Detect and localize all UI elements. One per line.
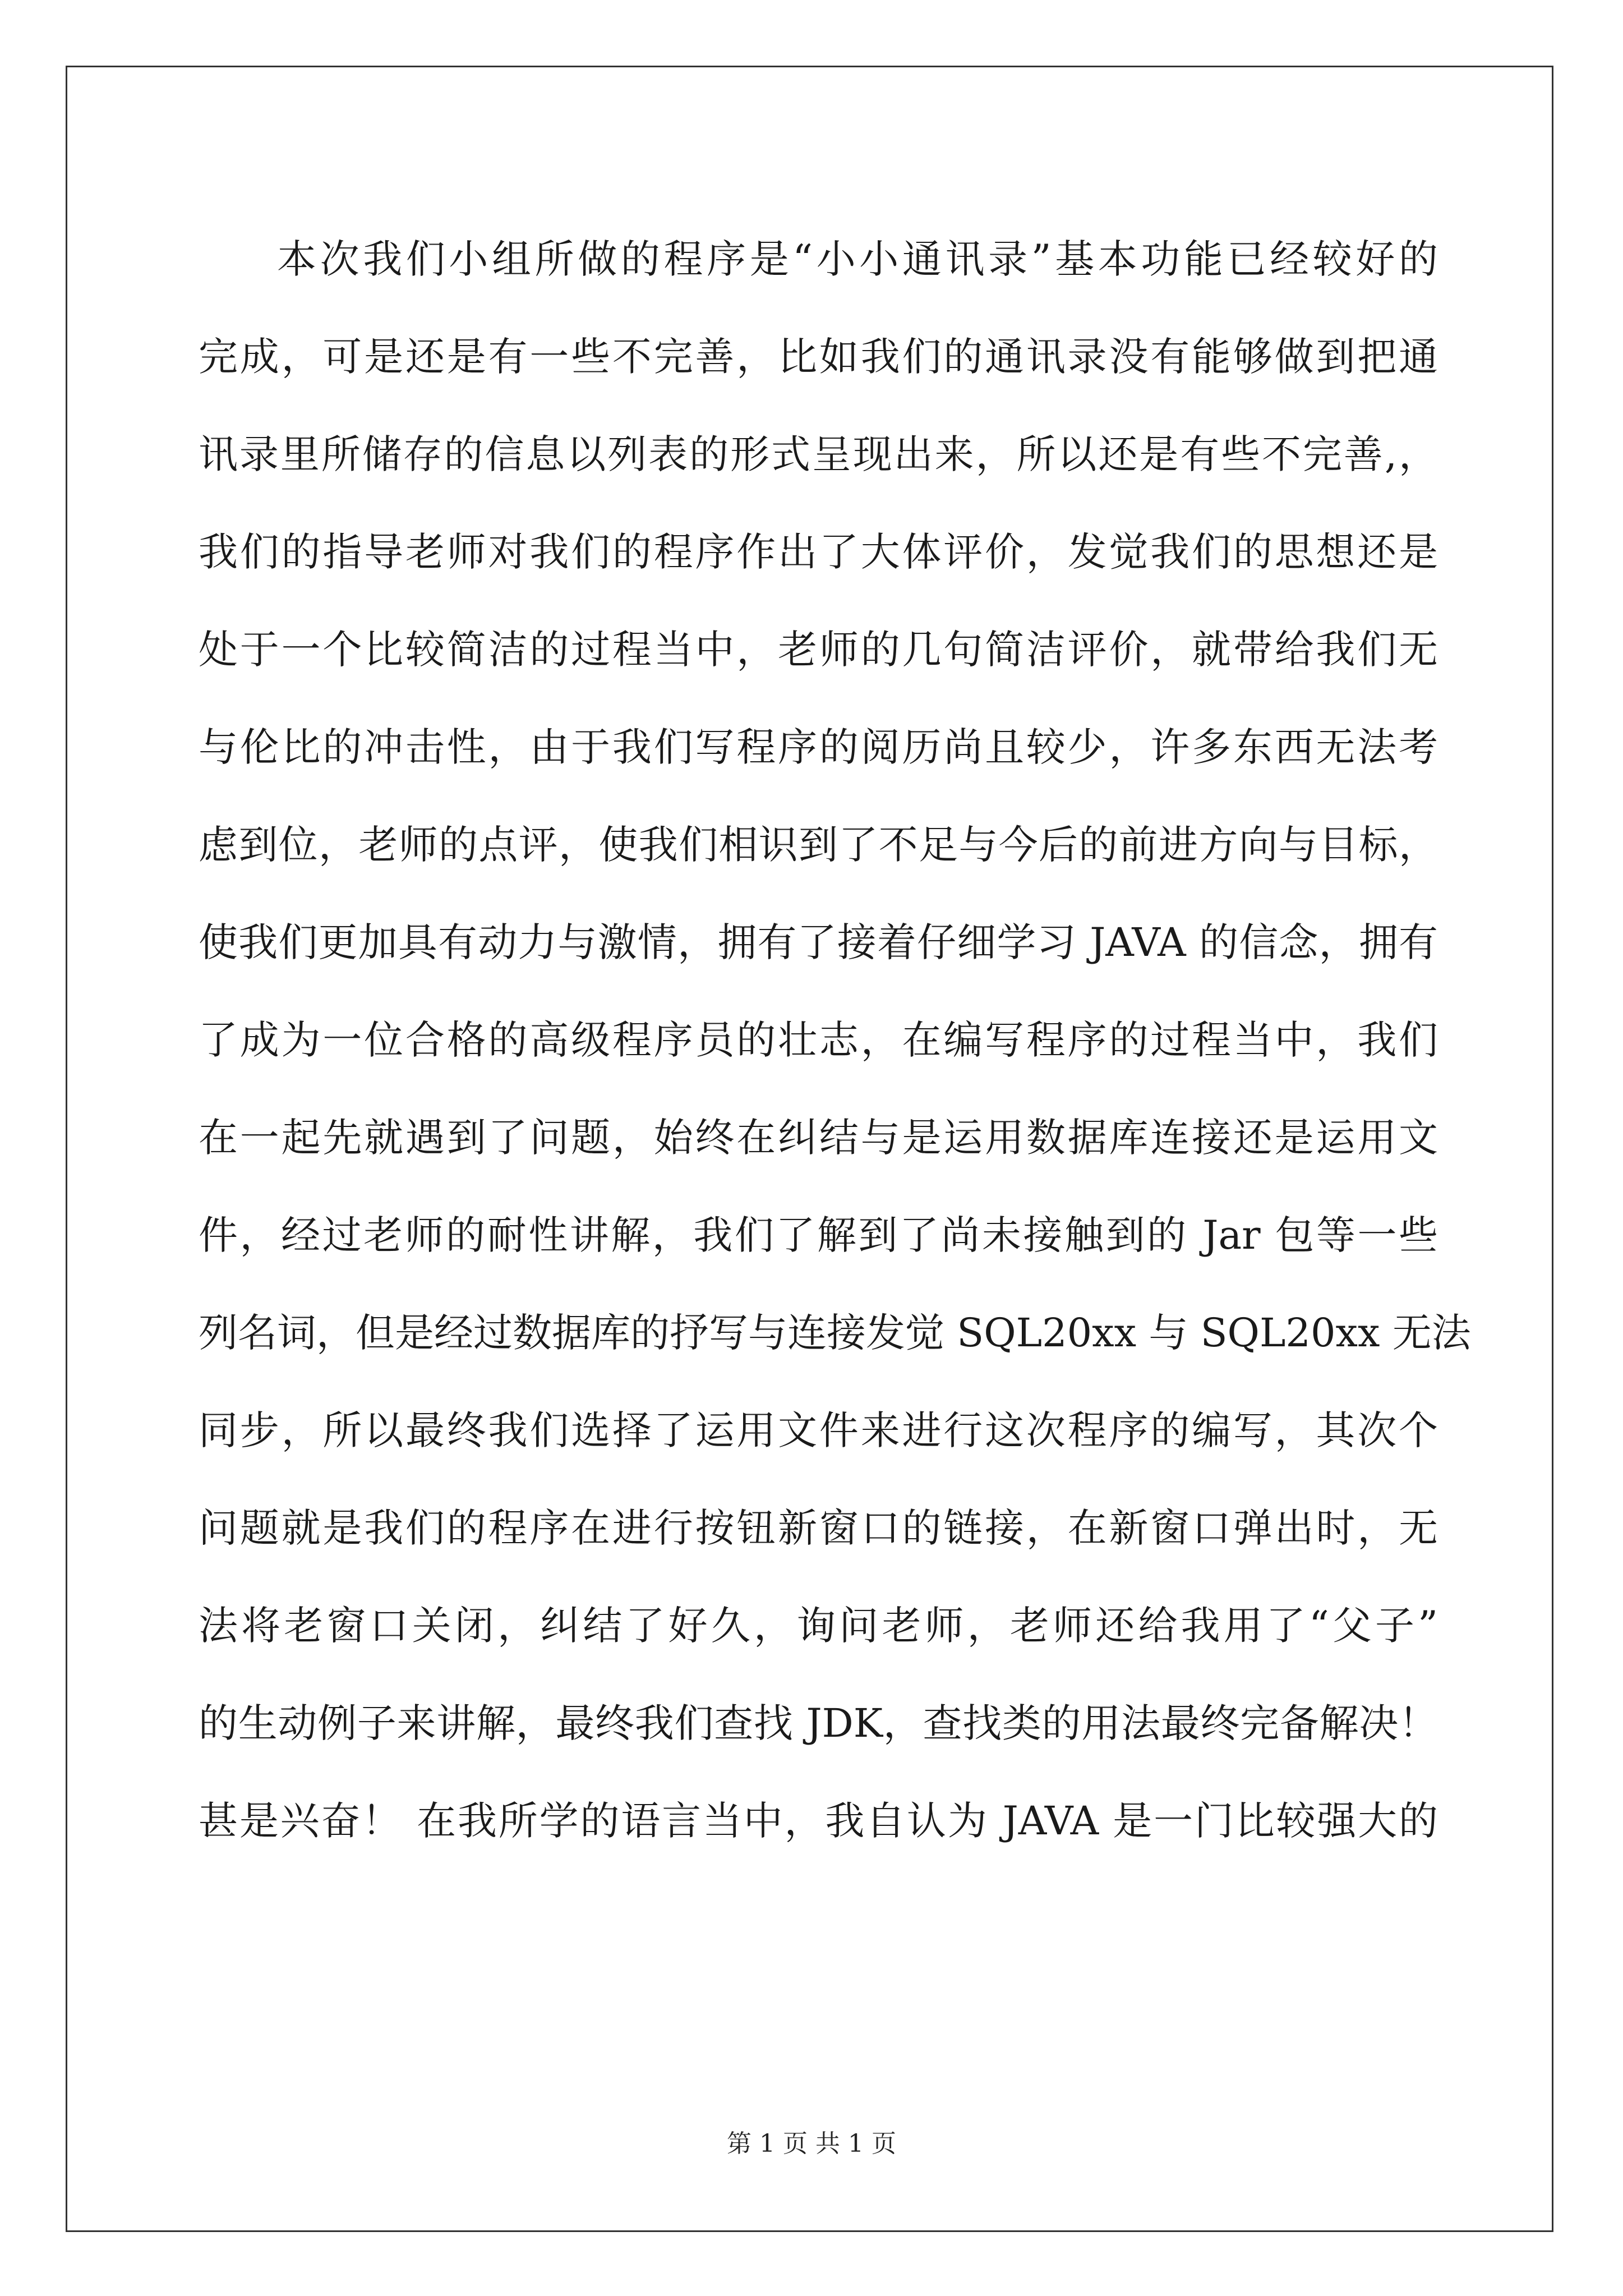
text-line: 虑到位，老师的点评，使我们相识到了不足与今后的前进方向与目标，: [199, 822, 1438, 868]
text-line: 问题就是我们的程序在进行按钮新窗口的链接，在新窗口弹出时，无: [199, 1505, 1438, 1551]
text-line: 我们的指导老师对我们的程序作出了大体评价，发觉我们的思想还是: [199, 529, 1438, 575]
text-line: 甚是兴奋！ 在我所学的语言当中，我自认为 JAVA 是一门比较强大的: [199, 1798, 1438, 1844]
text-line: 处于一个比较简洁的过程当中，老师的几句简洁评价，就带给我们无: [199, 627, 1438, 673]
text-line: 同步，所以最终我们选择了运用文件来进行这次程序的编写，其次个: [199, 1407, 1438, 1453]
document-body: [199, 210, 1471, 1870]
text-line: 列名词，但是经过数据库的抒写与连接发觉 SQL20xx 与 SQL20xx 无法: [199, 1310, 1471, 1356]
page-footer: 第 1 页 共 1 页: [727, 2129, 896, 2158]
text-line: 与伦比的冲击性，由于我们写程序的阅历尚且较少，许多东西无法考: [199, 724, 1438, 770]
text-line: 了成为一位合格的高级程序员的壮志，在编写程序的过程当中，我们: [199, 1017, 1438, 1063]
text-line: 使我们更加具有动力与激情，拥有了接着仔细学习 JAVA 的信念，拥有: [199, 919, 1438, 965]
text-line: 法将老窗口关闭，纠结了好久，询问老师，老师还给我用了“父子”: [199, 1603, 1438, 1649]
text-line: 本次我们小组所做的程序是“小小通讯录”基本功能已经较好的: [277, 236, 1438, 282]
text-line: 的生动例子来讲解，最终我们查找 JDK，查找类的用法最终完备解决！: [199, 1700, 1438, 1746]
text-line: 在一起先就遇到了问题，始终在纠结与是运用数据库连接还是运用文: [199, 1115, 1438, 1161]
text-line: 件，经过老师的耐性讲解，我们了解到了尚未接触到的 Jar 包等一些: [199, 1212, 1438, 1258]
text-line: 讯录里所储存的信息以列表的形式呈现出来，所以还是有些不完善,，: [199, 431, 1438, 477]
text-line: 完成，可是还是有一些不完善，比如我们的通讯录没有能够做到把通: [199, 334, 1438, 380]
